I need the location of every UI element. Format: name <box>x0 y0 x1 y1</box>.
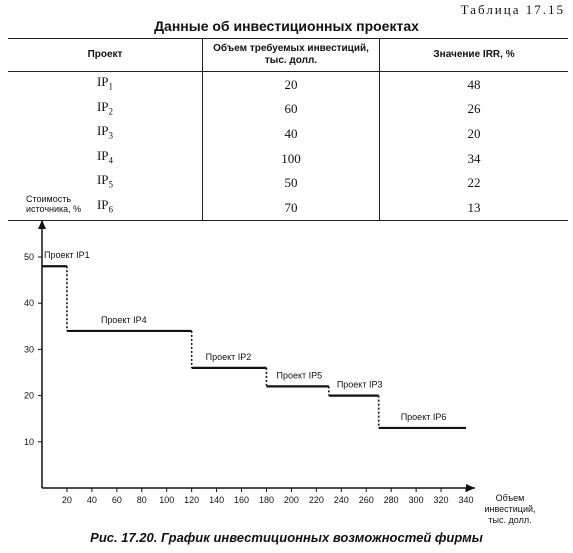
cell-investment: 100 <box>203 146 380 171</box>
table-header-row <box>8 39 568 72</box>
cell-irr: 20 <box>380 121 569 146</box>
cell-irr: 48 <box>380 72 569 97</box>
cell-investment: 20 <box>203 72 380 97</box>
step-label: Проект IP5 <box>276 370 323 381</box>
x-tick-label: 40 <box>86 495 97 505</box>
x-axis-label: Объем инвестиций, тыс. долл. <box>484 493 536 525</box>
cell-project <box>8 146 203 171</box>
cell-investment: 70 <box>203 195 380 220</box>
cell-project <box>8 97 203 122</box>
x-tick-label: 160 <box>234 495 250 505</box>
y-tick-label: 50 <box>23 252 34 262</box>
x-tick-label: 100 <box>159 495 175 505</box>
cell-investment: 50 <box>203 170 380 195</box>
step-label: Проект IP2 <box>205 351 252 362</box>
y-tick-label: 10 <box>23 436 34 447</box>
x-tick-label: 240 <box>333 495 349 505</box>
x-tick-label: 200 <box>283 495 299 505</box>
cell-irr: 34 <box>380 146 569 171</box>
project-code: IP <box>96 74 109 89</box>
project-index: 4 <box>108 155 114 166</box>
step-label: Проект IP4 <box>100 314 147 325</box>
cell-irr: 26 <box>380 97 569 122</box>
x-tick-label: 300 <box>408 495 424 505</box>
project-code: IP <box>96 196 109 212</box>
y-axis-label: Стоимость источника, % <box>26 194 82 214</box>
cell-investment: 40 <box>203 121 380 146</box>
x-tick-label: 180 <box>258 495 274 505</box>
x-tick-label: 120 <box>184 495 200 505</box>
cell-project <box>8 72 203 97</box>
table-number: Таблица 17.15 <box>460 2 565 17</box>
project-index: 2 <box>108 106 114 117</box>
project-code: IP <box>96 172 109 188</box>
y-axis-arrow <box>38 220 46 229</box>
project-index: 6 <box>108 204 114 215</box>
y-tick-label: 20 <box>23 390 34 401</box>
column-header-irr: Значение IRR, % <box>380 39 569 72</box>
cell-project <box>8 121 203 146</box>
step-label: Проект IP3 <box>336 379 383 390</box>
x-tick-label: 260 <box>358 495 374 505</box>
step-label: Проект IP1 <box>44 250 90 261</box>
table-row <box>8 146 568 171</box>
x-tick-label: 280 <box>383 495 399 505</box>
cell-irr: 13 <box>380 195 569 220</box>
cell-irr: 22 <box>380 170 569 195</box>
x-tick-label: 60 <box>111 495 122 505</box>
x-tick-label: 80 <box>136 495 147 505</box>
step-label: Проект IP6 <box>400 411 447 422</box>
x-tick-label: 20 <box>61 495 72 505</box>
x-tick-label: 320 <box>433 495 449 505</box>
chart-axes <box>24 194 536 525</box>
cell-investment: 60 <box>203 97 380 122</box>
table-row <box>8 97 568 122</box>
project-code: IP <box>96 98 109 114</box>
y-tick-label: 40 <box>23 298 34 309</box>
project-index: 5 <box>108 179 114 190</box>
x-axis-arrow <box>466 484 475 492</box>
table-title: Данные об инвестиционных проектах <box>154 18 419 34</box>
investment-opportunity-chart <box>0 190 573 525</box>
project-index: 3 <box>108 130 114 141</box>
column-header-project: Проект <box>8 39 203 72</box>
project-code: IP <box>96 147 109 163</box>
table-row <box>8 121 568 146</box>
y-tick-label: 30 <box>23 344 34 355</box>
project-code: IP <box>96 123 109 139</box>
x-tick-label: 140 <box>209 495 225 505</box>
x-tick-label: 340 <box>458 495 474 505</box>
chart-marks <box>42 250 466 428</box>
column-header-investment: Объем требуемых инвестиций, тыс. долл. <box>203 39 380 72</box>
project-index: 1 <box>108 81 114 92</box>
figure-caption: Рис. 17.20. График инвестиционных возможностей фирмы <box>90 530 483 545</box>
table-row <box>8 72 568 97</box>
x-tick-label: 220 <box>308 495 324 505</box>
